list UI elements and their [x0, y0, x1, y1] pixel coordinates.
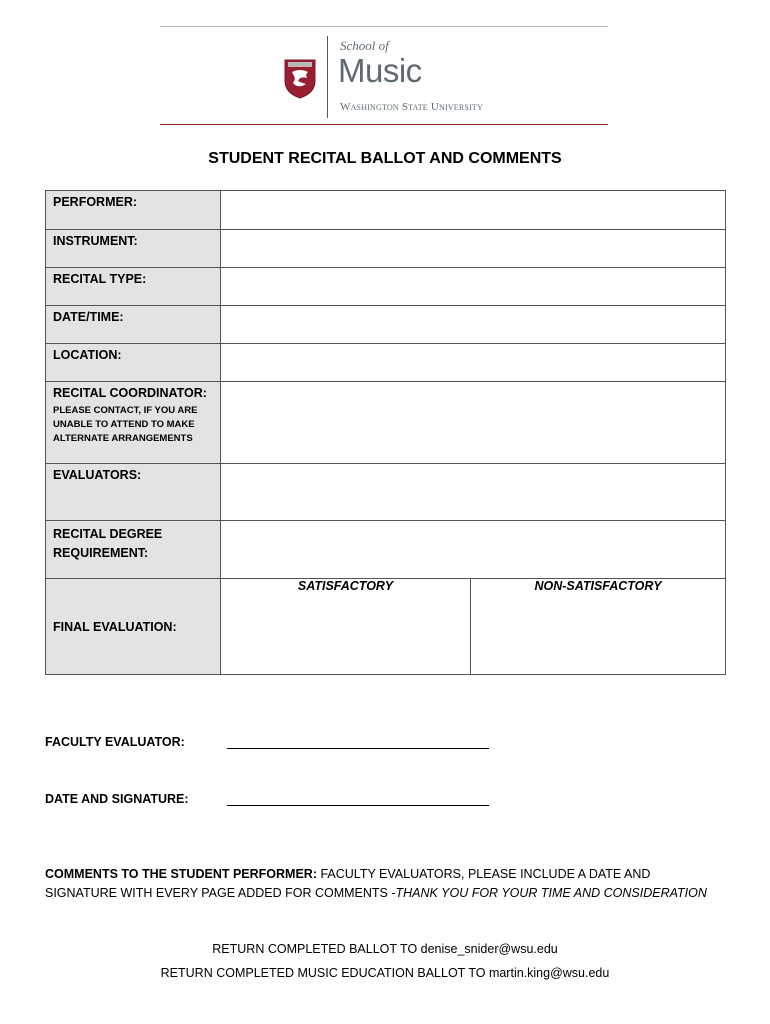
comments-thanks: THANK YOU FOR YOUR TIME AND CONSIDERATION	[395, 886, 707, 900]
row-degree	[46, 521, 726, 579]
coordinator-label-cell	[46, 382, 221, 464]
instrument-label: INSTRUMENT:	[46, 230, 221, 268]
letterhead	[160, 26, 608, 126]
evaluators-field[interactable]	[221, 464, 726, 521]
coordinator-note-line: PLEASE CONTACT, IF YOU ARE	[53, 405, 198, 416]
return-ballot-line: RETURN COMPLETED BALLOT TO denise_snider@wsu.edu	[212, 942, 558, 956]
row-location	[46, 344, 726, 382]
instrument-field[interactable]	[221, 230, 726, 268]
location-label: LOCATION:	[46, 344, 221, 382]
row-instrument	[46, 230, 726, 268]
coordinator-note	[53, 404, 220, 446]
date-signature-label: DATE AND SIGNATURE:	[45, 792, 189, 806]
non-satisfactory-option[interactable]: NON-SATISFACTORY	[471, 579, 726, 675]
logo-divider	[327, 36, 328, 118]
coordinator-note-line: UNABLE TO ATTEND TO MAKE	[53, 419, 195, 430]
degree-label-line: REQUIREMENT:	[53, 546, 149, 560]
row-evaluators	[46, 464, 726, 521]
school-of-text: School of	[340, 38, 389, 53]
faculty-evaluator-line[interactable]	[227, 748, 489, 749]
row-coordinator	[46, 382, 726, 464]
row-final-evaluation	[46, 579, 726, 675]
date-time-label: DATE/TIME:	[46, 306, 221, 344]
top-rule	[160, 26, 608, 27]
evaluators-label: EVALUATORS:	[46, 464, 221, 521]
ballot-table	[45, 190, 726, 675]
row-date-time	[46, 306, 726, 344]
comments-instructions	[45, 865, 725, 903]
comments-body: FACULTY EVALUATORS, PLEASE INCLUDE A DATE AND SIGNATURE WITH EVERY PAGE ADDED FOR COMMENTS -	[45, 867, 651, 900]
music-wordmark: Music	[338, 52, 422, 89]
final-evaluation-label: FINAL EVALUATION:	[46, 579, 221, 675]
degree-field[interactable]	[221, 521, 726, 579]
date-signature-line[interactable]	[227, 805, 489, 806]
coordinator-field[interactable]	[221, 382, 726, 464]
faculty-evaluator-label: FACULTY EVALUATOR:	[45, 735, 185, 749]
page-title: STUDENT RECITAL BALLOT AND COMMENTS	[208, 150, 562, 167]
location-field[interactable]	[221, 344, 726, 382]
coordinator-note-line: ALTERNATE ARRANGEMENTS	[53, 433, 193, 444]
performer-field[interactable]	[221, 191, 726, 230]
date-time-field[interactable]	[221, 306, 726, 344]
degree-label-line: RECITAL DEGREE	[53, 527, 163, 541]
wsu-cougar-shield-icon	[284, 59, 316, 99]
satisfactory-option[interactable]: SATISFACTORY	[221, 579, 471, 675]
degree-label-cell	[46, 521, 221, 579]
row-recital-type	[46, 268, 726, 306]
recital-type-field[interactable]	[221, 268, 726, 306]
row-performer	[46, 191, 726, 230]
return-music-ed-line: RETURN COMPLETED MUSIC EDUCATION BALLOT TO martin.king@wsu.edu	[160, 966, 610, 980]
recital-type-label: RECITAL TYPE:	[46, 268, 221, 306]
comments-heading: COMMENTS TO THE STUDENT PERFORMER:	[45, 867, 317, 881]
bottom-rule	[160, 124, 608, 125]
performer-label: PERFORMER:	[46, 191, 221, 230]
university-name: Washington State University	[340, 101, 483, 113]
coordinator-label: RECITAL COORDINATOR:	[53, 386, 207, 400]
